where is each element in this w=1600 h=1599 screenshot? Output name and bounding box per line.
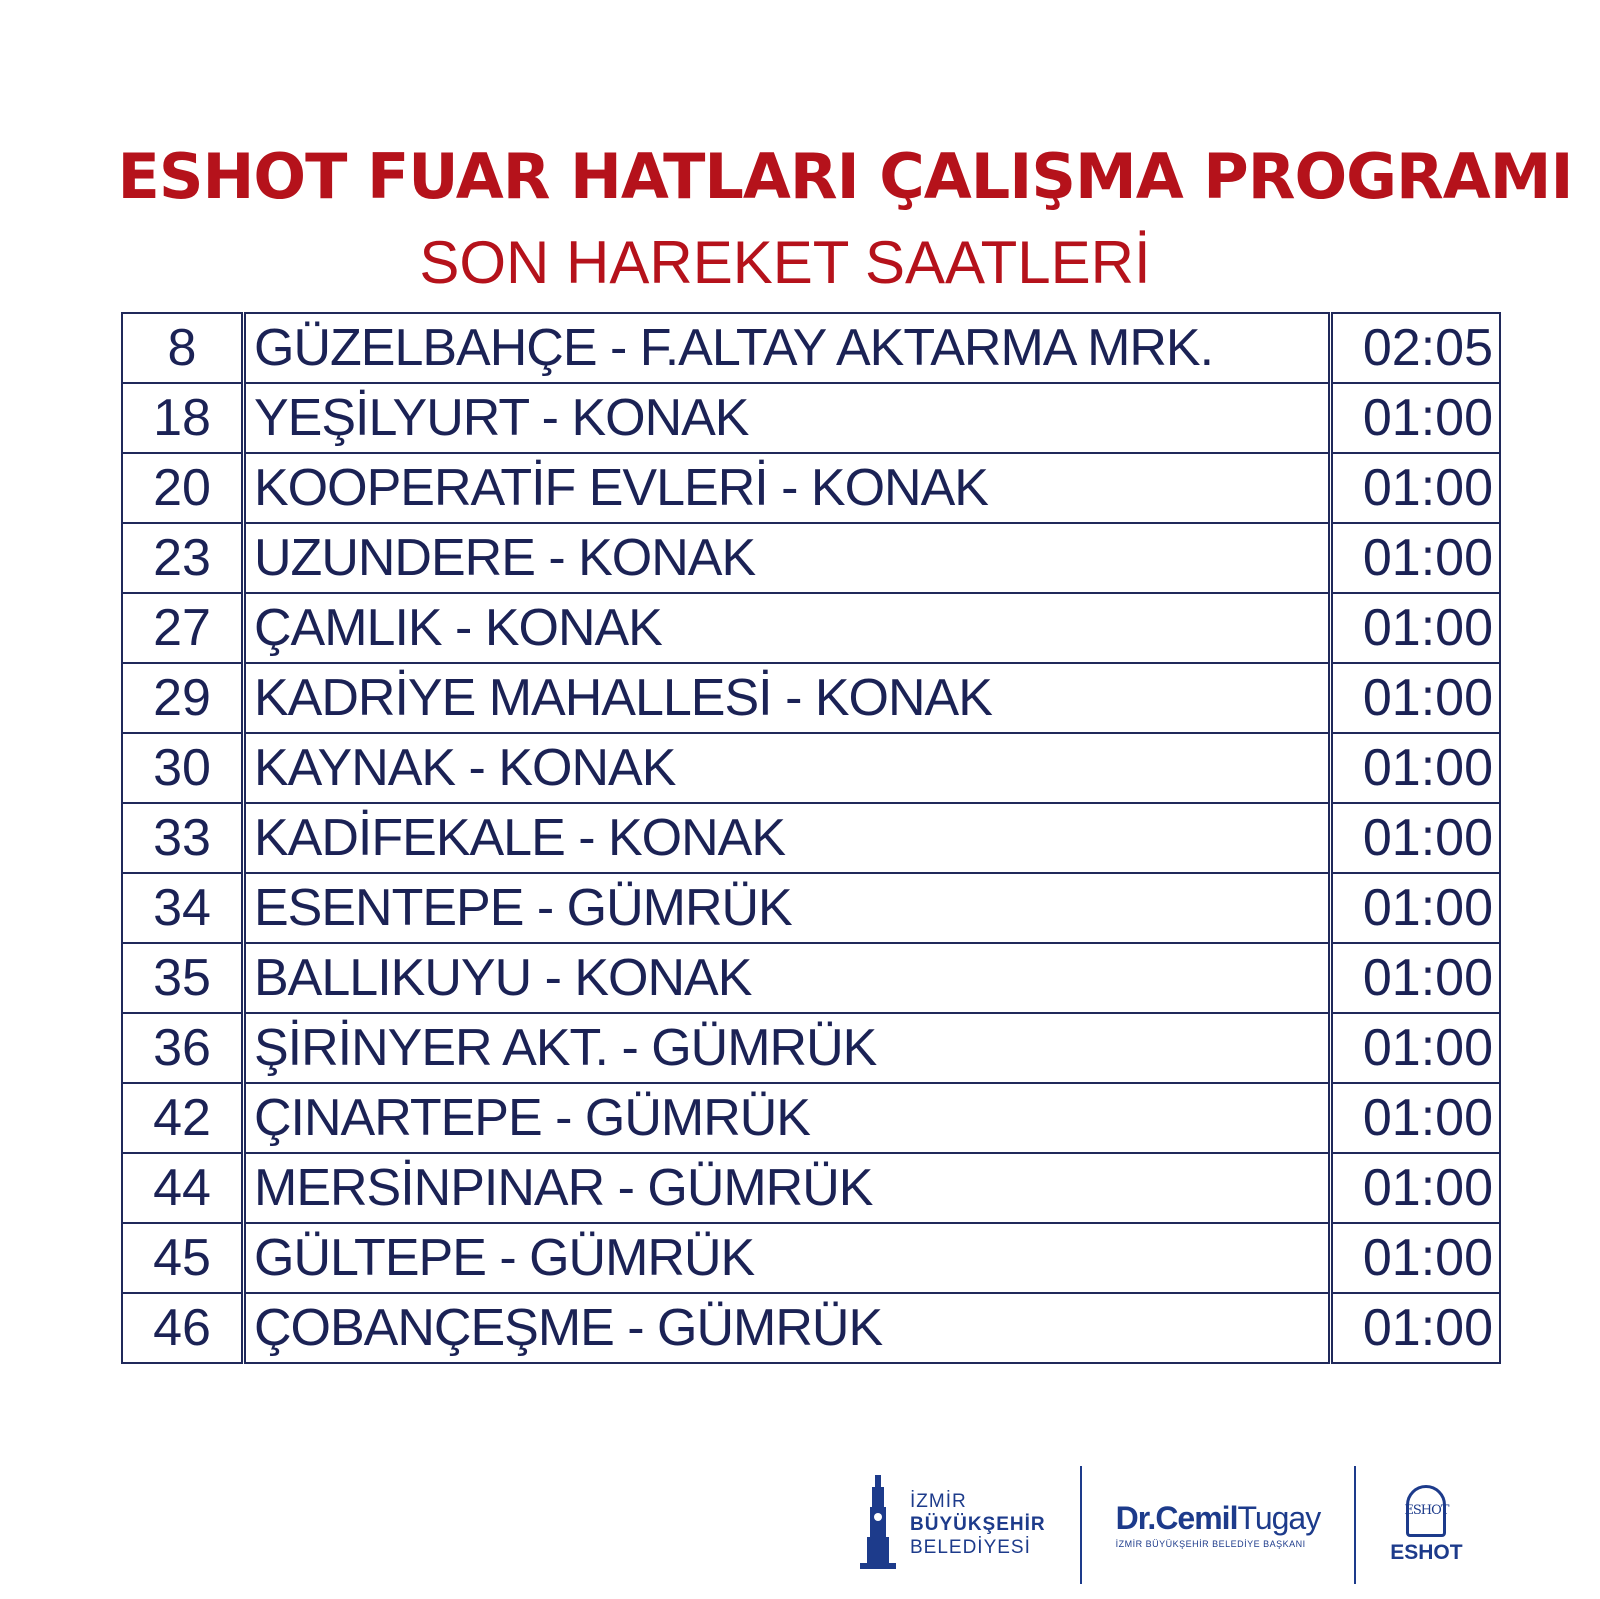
schedule-row (122, 1153, 1500, 1223)
last-departure-time: 01:00 (1331, 523, 1501, 593)
schedule-row (122, 1293, 1500, 1363)
line-number: 8 (122, 313, 244, 383)
route-name: GÜLTEPE - GÜMRÜK (244, 1223, 1331, 1293)
route-name: KADRİYE MAHALLESİ - KONAK (244, 663, 1331, 733)
schedule-row (122, 943, 1500, 1013)
line-number: 20 (122, 453, 244, 523)
last-departure-time: 01:00 (1331, 663, 1501, 733)
schedule-row (122, 383, 1500, 453)
eshot-emblem-icon: ESHOT (1406, 1485, 1446, 1537)
clock-tower-icon (860, 1475, 896, 1575)
page-title: ESHOT FUAR HATLARI ÇALIŞMA PROGRAMI (117, 140, 1573, 213)
line-number: 23 (122, 523, 244, 593)
mayor-signature (1116, 1500, 1321, 1549)
line-number: 44 (122, 1153, 244, 1223)
last-departure-time: 01:00 (1331, 873, 1501, 943)
line-number: 18 (122, 383, 244, 453)
line-number: 30 (122, 733, 244, 803)
route-name: ESENTEPE - GÜMRÜK (244, 873, 1331, 943)
footer-divider (1354, 1466, 1356, 1584)
page-subtitle: SON HAREKET SAATLERİ (419, 229, 1151, 296)
line-number: 45 (122, 1223, 244, 1293)
schedule-row (122, 803, 1500, 873)
last-departure-time: 02:05 (1331, 313, 1501, 383)
line-number: 34 (122, 873, 244, 943)
schedule-row (122, 1223, 1500, 1293)
schedule-row (122, 1013, 1500, 1083)
eshot-wordmark: ESHOT (1390, 1540, 1463, 1564)
mayor-first-name: Cemil (1155, 1500, 1238, 1536)
izmir-line1: İZMİR (910, 1491, 967, 1512)
schedule-row (122, 453, 1500, 523)
schedule-table (121, 312, 1501, 1364)
route-name: GÜZELBAHÇE - F.ALTAY AKTARMA MRK. (244, 313, 1331, 383)
footer-divider (1080, 1466, 1082, 1584)
schedule-row (122, 733, 1500, 803)
last-departure-time: 01:00 (1331, 1293, 1501, 1363)
footer-logos (860, 1462, 1463, 1587)
route-name: BALLIKUYU - KONAK (244, 943, 1331, 1013)
last-departure-time: 01:00 (1331, 1083, 1501, 1153)
mayor-last-name: Tugay (1237, 1500, 1321, 1536)
last-departure-time: 01:00 (1331, 803, 1501, 873)
last-departure-time: 01:00 (1331, 733, 1501, 803)
route-name: YEŞİLYURT - KONAK (244, 383, 1331, 453)
last-departure-time: 01:00 (1331, 383, 1501, 453)
schedule-row (122, 313, 1500, 383)
mayor-prefix: Dr. (1115, 1500, 1156, 1536)
last-departure-time: 01:00 (1331, 1153, 1501, 1223)
route-name: KOOPERATİF EVLERİ - KONAK (244, 453, 1331, 523)
line-number: 35 (122, 943, 244, 1013)
izmir-municipality-logo (860, 1462, 1046, 1587)
last-departure-time: 01:00 (1331, 1223, 1501, 1293)
line-number: 42 (122, 1083, 244, 1153)
last-departure-time: 01:00 (1331, 943, 1501, 1013)
route-name: KADİFEKALE - KONAK (244, 803, 1331, 873)
last-departure-time: 01:00 (1331, 453, 1501, 523)
line-number: 33 (122, 803, 244, 873)
schedule-row (122, 1083, 1500, 1153)
eshot-logo (1390, 1485, 1462, 1565)
line-number: 36 (122, 1013, 244, 1083)
route-name: MERSİNPINAR - GÜMRÜK (244, 1153, 1331, 1223)
last-departure-time: 01:00 (1331, 1013, 1501, 1083)
line-number: 29 (122, 663, 244, 733)
route-name: ÇAMLIK - KONAK (244, 593, 1331, 663)
schedule-row (122, 523, 1500, 593)
schedule-row (122, 663, 1500, 733)
schedule-row (122, 593, 1500, 663)
route-name: KAYNAK - KONAK (244, 733, 1331, 803)
route-name: ÇINARTEPE - GÜMRÜK (244, 1083, 1331, 1153)
schedule-row (122, 873, 1500, 943)
last-departure-time: 01:00 (1331, 593, 1501, 663)
izmir-line3: BELEDİYESİ (910, 1537, 1031, 1558)
mayor-role: İZMİR BÜYÜKŞEHİR BELEDİYE BAŞKANI (1115, 1539, 1306, 1549)
route-name: ÇOBANÇEŞME - GÜMRÜK (244, 1293, 1331, 1363)
route-name: ŞİRİNYER AKT. - GÜMRÜK (244, 1013, 1331, 1083)
line-number: 27 (122, 593, 244, 663)
izmir-line2: BÜYÜKŞEHİR (910, 1514, 1046, 1535)
route-name: UZUNDERE - KONAK (244, 523, 1331, 593)
line-number: 46 (122, 1293, 244, 1363)
